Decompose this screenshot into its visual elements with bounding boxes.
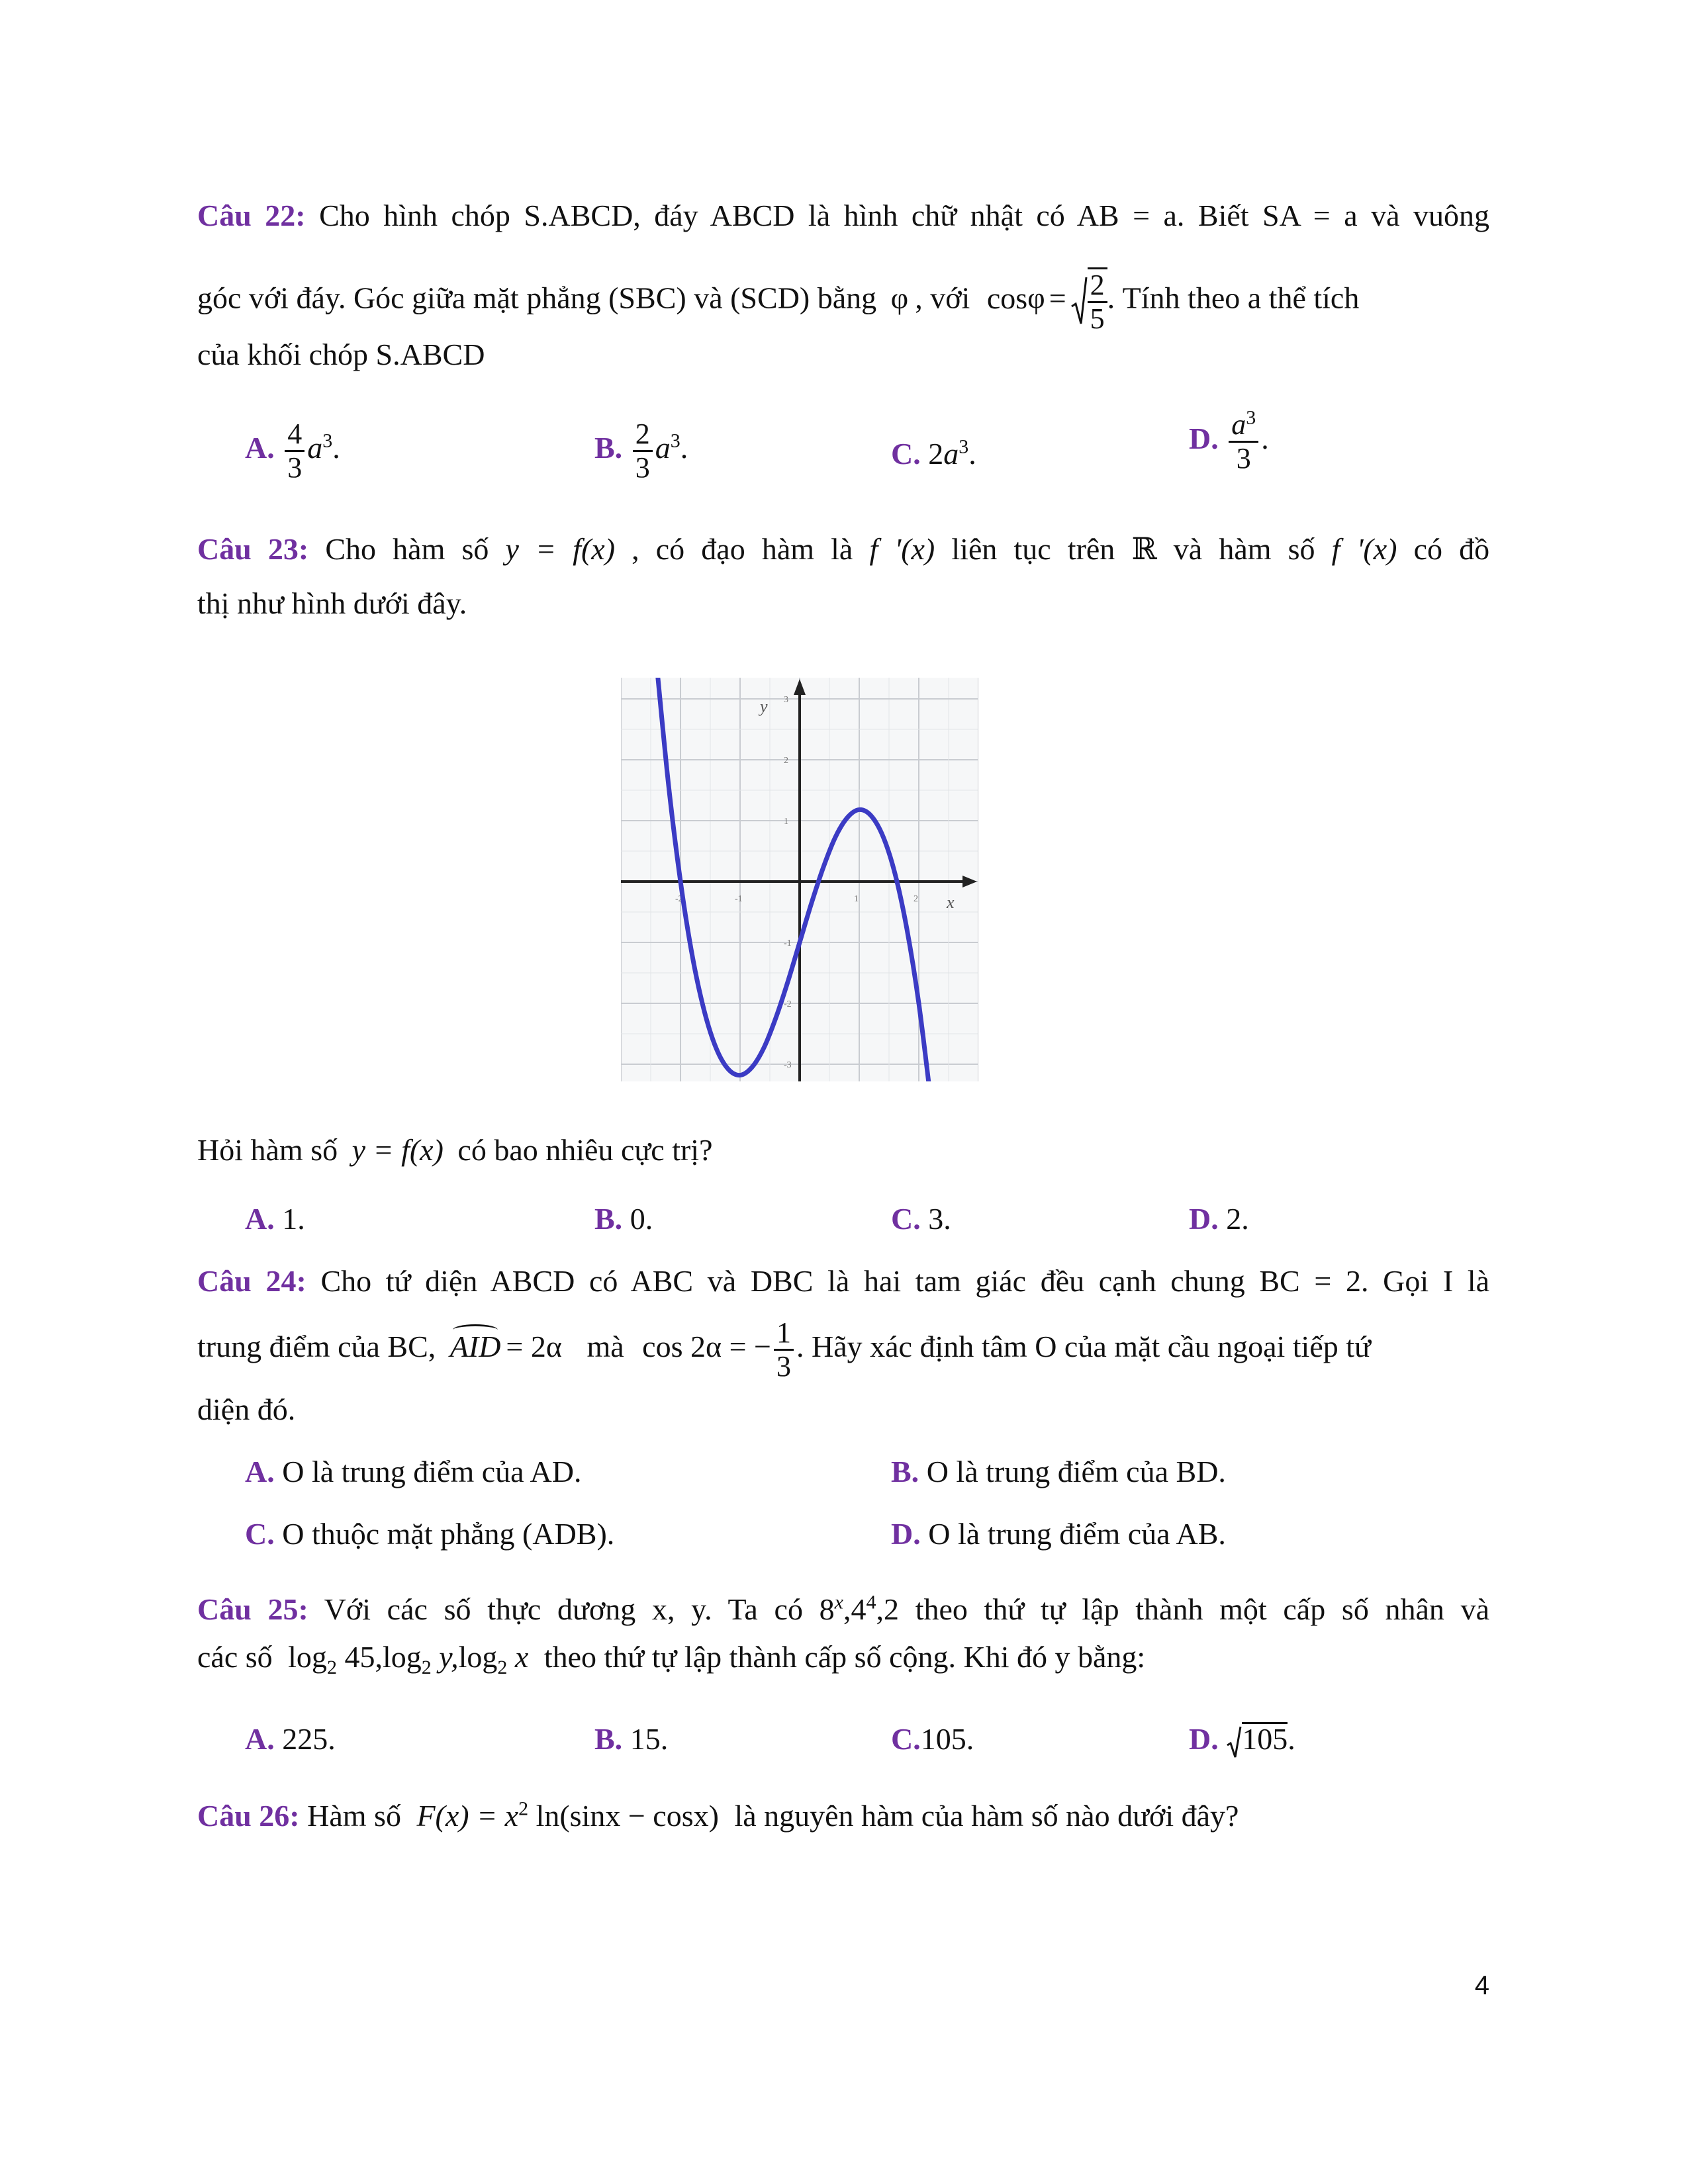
q25-line1: Câu 25: Với các số thực dương x, y. Ta có $8^x,4^4,2$ theo thứ tự lập thành một cấp số nhân và [197,1591,1490,1626]
q25-option-c[interactable]: C.105. [891,1722,974,1756]
sqrt-sign-icon [1070,276,1088,326]
q22-line3: của khối chóp S.ABCD [197,338,485,371]
q25-option-d[interactable]: D. 105. [1189,1721,1295,1758]
q24-option-a[interactable]: A. O là trung điểm của AD. [245,1455,582,1488]
y-tick-label: -3 [784,1060,792,1070]
q22-option-c[interactable]: C. $2a^3$. [891,435,976,471]
q22-option-b[interactable]: B. $\frac{2}{3}$ $a^3$. [594,418,688,484]
q22-label: Câu 22: [197,199,306,232]
y-axis-label: y [760,697,768,716]
q23-option-b[interactable]: B. 0. [594,1202,653,1236]
q24-option-b[interactable]: B. O là trung điểm của BD. [891,1455,1226,1488]
q24-line2: trung điểm của BC, AID = 2α mà cos 2α = − $\frac{1}{3}$ . Hãy xác định tâm O của mặt cầu ngoại tiếp tứ [197,1316,1371,1383]
y-tick-label: 3 [784,695,788,705]
q22-option-d[interactable]: D. $\frac{a^3}{3}$ . [1189,406,1269,475]
sqrt-sign-icon [1226,1725,1242,1758]
q22-option-a[interactable]: A. $\frac{4}{3}$ $a^3$. [245,418,340,484]
q23-label: Câu 23: [197,532,309,566]
q25-option-a[interactable]: A. 225. [245,1722,336,1756]
page-number: 4 [1474,1971,1489,2000]
q24-line1: Câu 24: Cho tứ diện ABCD có ABC và DBC là hai tam giác đều cạnh chung BC = 2. Gọi I là [197,1264,1490,1298]
sequence-geometric: $8^x,4^4,2$ [819,1591,899,1626]
q24-option-c[interactable]: C. O thuộc mặt phẳng (ADB). [245,1517,615,1551]
q22-line1: Câu 22: Cho hình chóp S.ABCD, đáy ABCD là hình chữ nhật có AB = a. Biết SA = a và vuông [197,199,1490,232]
y-tick-label: -2 [784,999,792,1009]
q26-label: Câu 26: [197,1799,300,1833]
x-axis-label: x [947,893,955,912]
x-tick-label: -2 [675,894,683,904]
x-tick-label: 2 [914,894,918,904]
q23-line1: Câu 23: Cho hàm số y = f(x) , có đạo hàm là f '(x) liên tục trên ℝ và hàm số f '(x) có đồ [197,532,1490,566]
q26-line1: Câu 26: Hàm số $F(x) = x^2$ ln(sinx − cosx) là nguyên hàm của hàm số nào dưới đây? [197,1797,1239,1833]
x-tick-label: 1 [854,894,859,904]
q22-line2: góc với đáy. Góc giữa mặt phẳng (SBC) và (SCD) bằng φ , với cosφ = $\frac{2}{5}$ . Tính theo a thể tích [197,269,1360,335]
q25-label: Câu 25: [197,1592,308,1626]
q23-option-d[interactable]: D. 2. [1189,1202,1249,1236]
q23-option-c[interactable]: C. 3. [891,1202,951,1236]
y-tick-label: 1 [784,817,788,827]
y-tick-label: -1 [784,938,792,948]
q24-label: Câu 24: [197,1264,306,1298]
q23-option-a[interactable]: A. 1. [245,1202,305,1236]
q23-question: Hỏi hàm số y = f(x) có bao nhiêu cực trị? [197,1133,713,1167]
sqrt-fraction: $\frac{2}{5}$ [1070,267,1107,335]
derivative-graph [621,678,978,1081]
x-tick-label: -1 [735,894,743,904]
q24-line3: diện đó. [197,1392,296,1426]
aid-angle: AID [450,1320,501,1373]
sequence-arithmetic: $\log_2 45,\log_2$ $y,\log_2$ x [288,1640,529,1679]
q25-option-b[interactable]: B. 15. [594,1722,669,1756]
q23-line2: thị như hình dưới đây. [197,586,467,620]
angle-arc-icon [453,1324,498,1336]
q24-option-d[interactable]: D. O là trung điểm của AB. [891,1517,1226,1551]
y-tick-label: 2 [784,756,788,766]
q25-line2: các số $\log_2 45,\log_2$ $y,\log_2$ x theo thứ tự lập thành cấp số cộng. Khi đó y bằng: [197,1640,1146,1679]
